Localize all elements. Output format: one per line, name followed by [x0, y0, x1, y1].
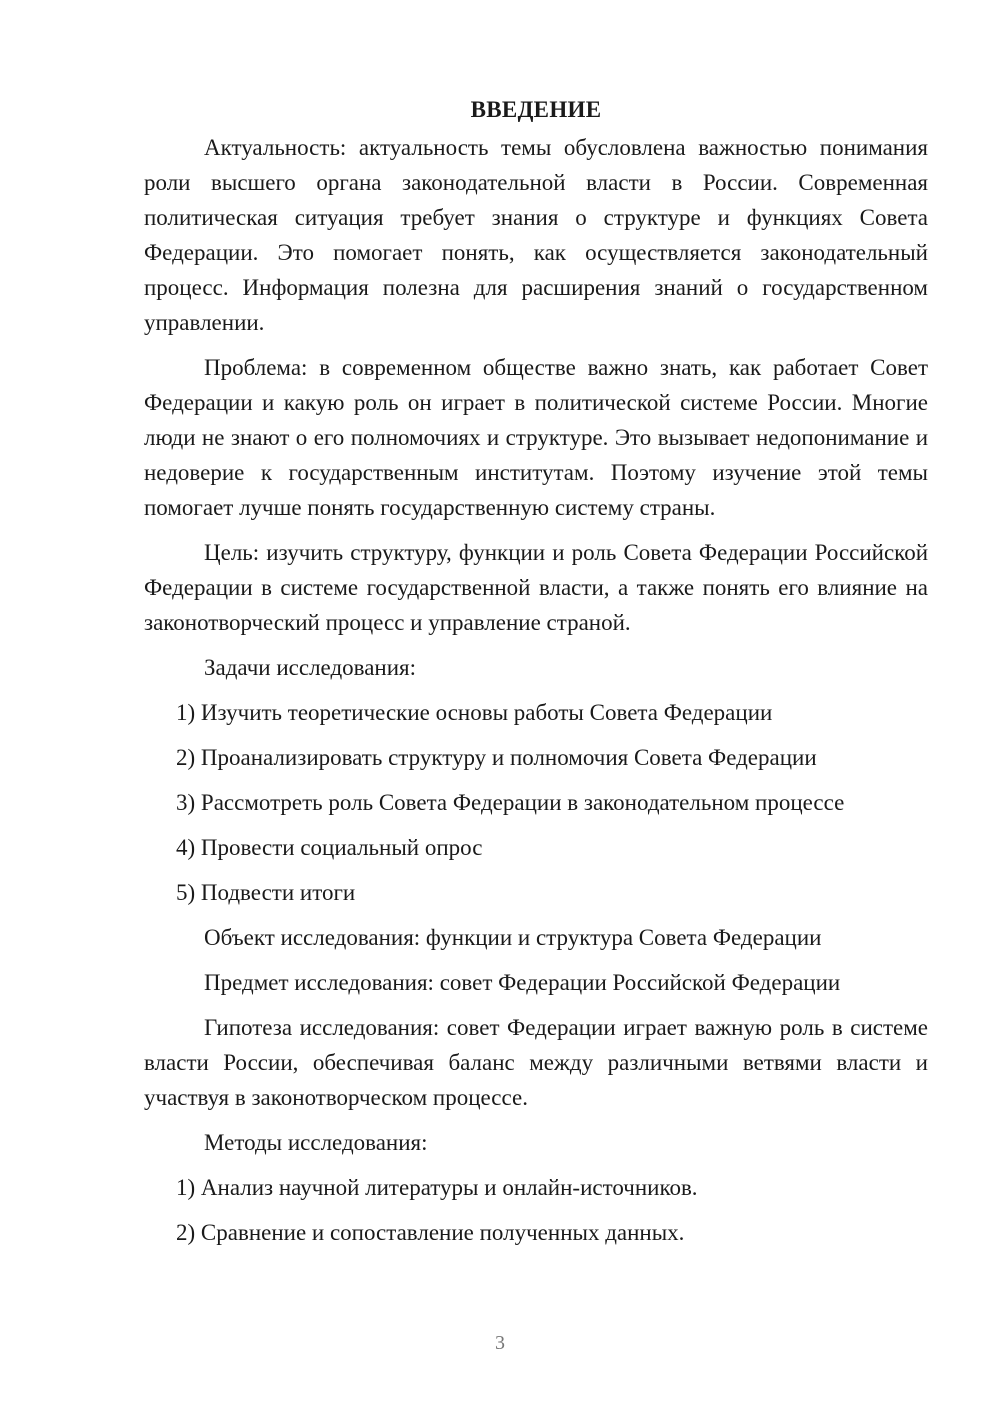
tasks-list [144, 695, 928, 910]
hypothesis-paragraph: Гипотеза исследования: совет Федерации играет важную роль в системе власти России, обеспечивая баланс между различными ветвями власти и участвуя в законотворческом процессе. [144, 1015, 928, 1110]
object-line: Объект исследования: функции и структура Совета Федерации [204, 925, 822, 950]
list-item: 2) Проанализировать структуру и полномочия Совета Федерации [176, 745, 817, 770]
goal-paragraph: Цель: изучить структуру, функции и роль Совета Федерации Российской Федерации в системе государственной власти, а также понять его влияние на законотворческий процесс и управление страной. [144, 540, 928, 635]
list-item: 5) Подвести итоги [176, 880, 356, 905]
page-title: ВВЕДЕНИЕ [470, 97, 602, 122]
list-item: 3) Рассмотреть роль Совета Федерации в законодательном процессе [176, 790, 845, 815]
list-item: 1) Изучить теоретические основы работы Совета Федерации [176, 700, 773, 725]
list-item: 4) Провести социальный опрос [176, 835, 483, 860]
subject-line: Предмет исследования: совет Федерации Российской Федерации [204, 970, 841, 995]
list-item: 2) Сравнение и сопоставление полученных данных. [176, 1220, 685, 1245]
tasks-title: Задачи исследования: [204, 655, 417, 680]
methods-title: Методы исследования: [204, 1130, 428, 1155]
methods-list [144, 1170, 928, 1250]
list-item: 1) Анализ научной литературы и онлайн-источников. [176, 1175, 698, 1200]
problem-paragraph: Проблема: в современном обществе важно знать, как работает Совет Федерации и какую роль он играет в политической системе России. Многие люди не знают о его полномочиях и структуре. Это вызывает недопонимание и недоверие к государственным институтам. Поэтому изучение этой темы помогает лучше понять государственную систему страны. [144, 355, 928, 520]
relevance-paragraph: Актуальность: актуальность темы обусловлена важностью понимания роли высшего органа законодательной власти в России. Современная политическая ситуация требует знания о структуре и функциях Совета Федерации. Это помогает понять, как осуществляется законодательный процесс. Информация полезна для расширения знаний о государственном управлении. [144, 135, 928, 335]
page-number: 3 [495, 1332, 505, 1354]
page-body [144, 92, 928, 1260]
